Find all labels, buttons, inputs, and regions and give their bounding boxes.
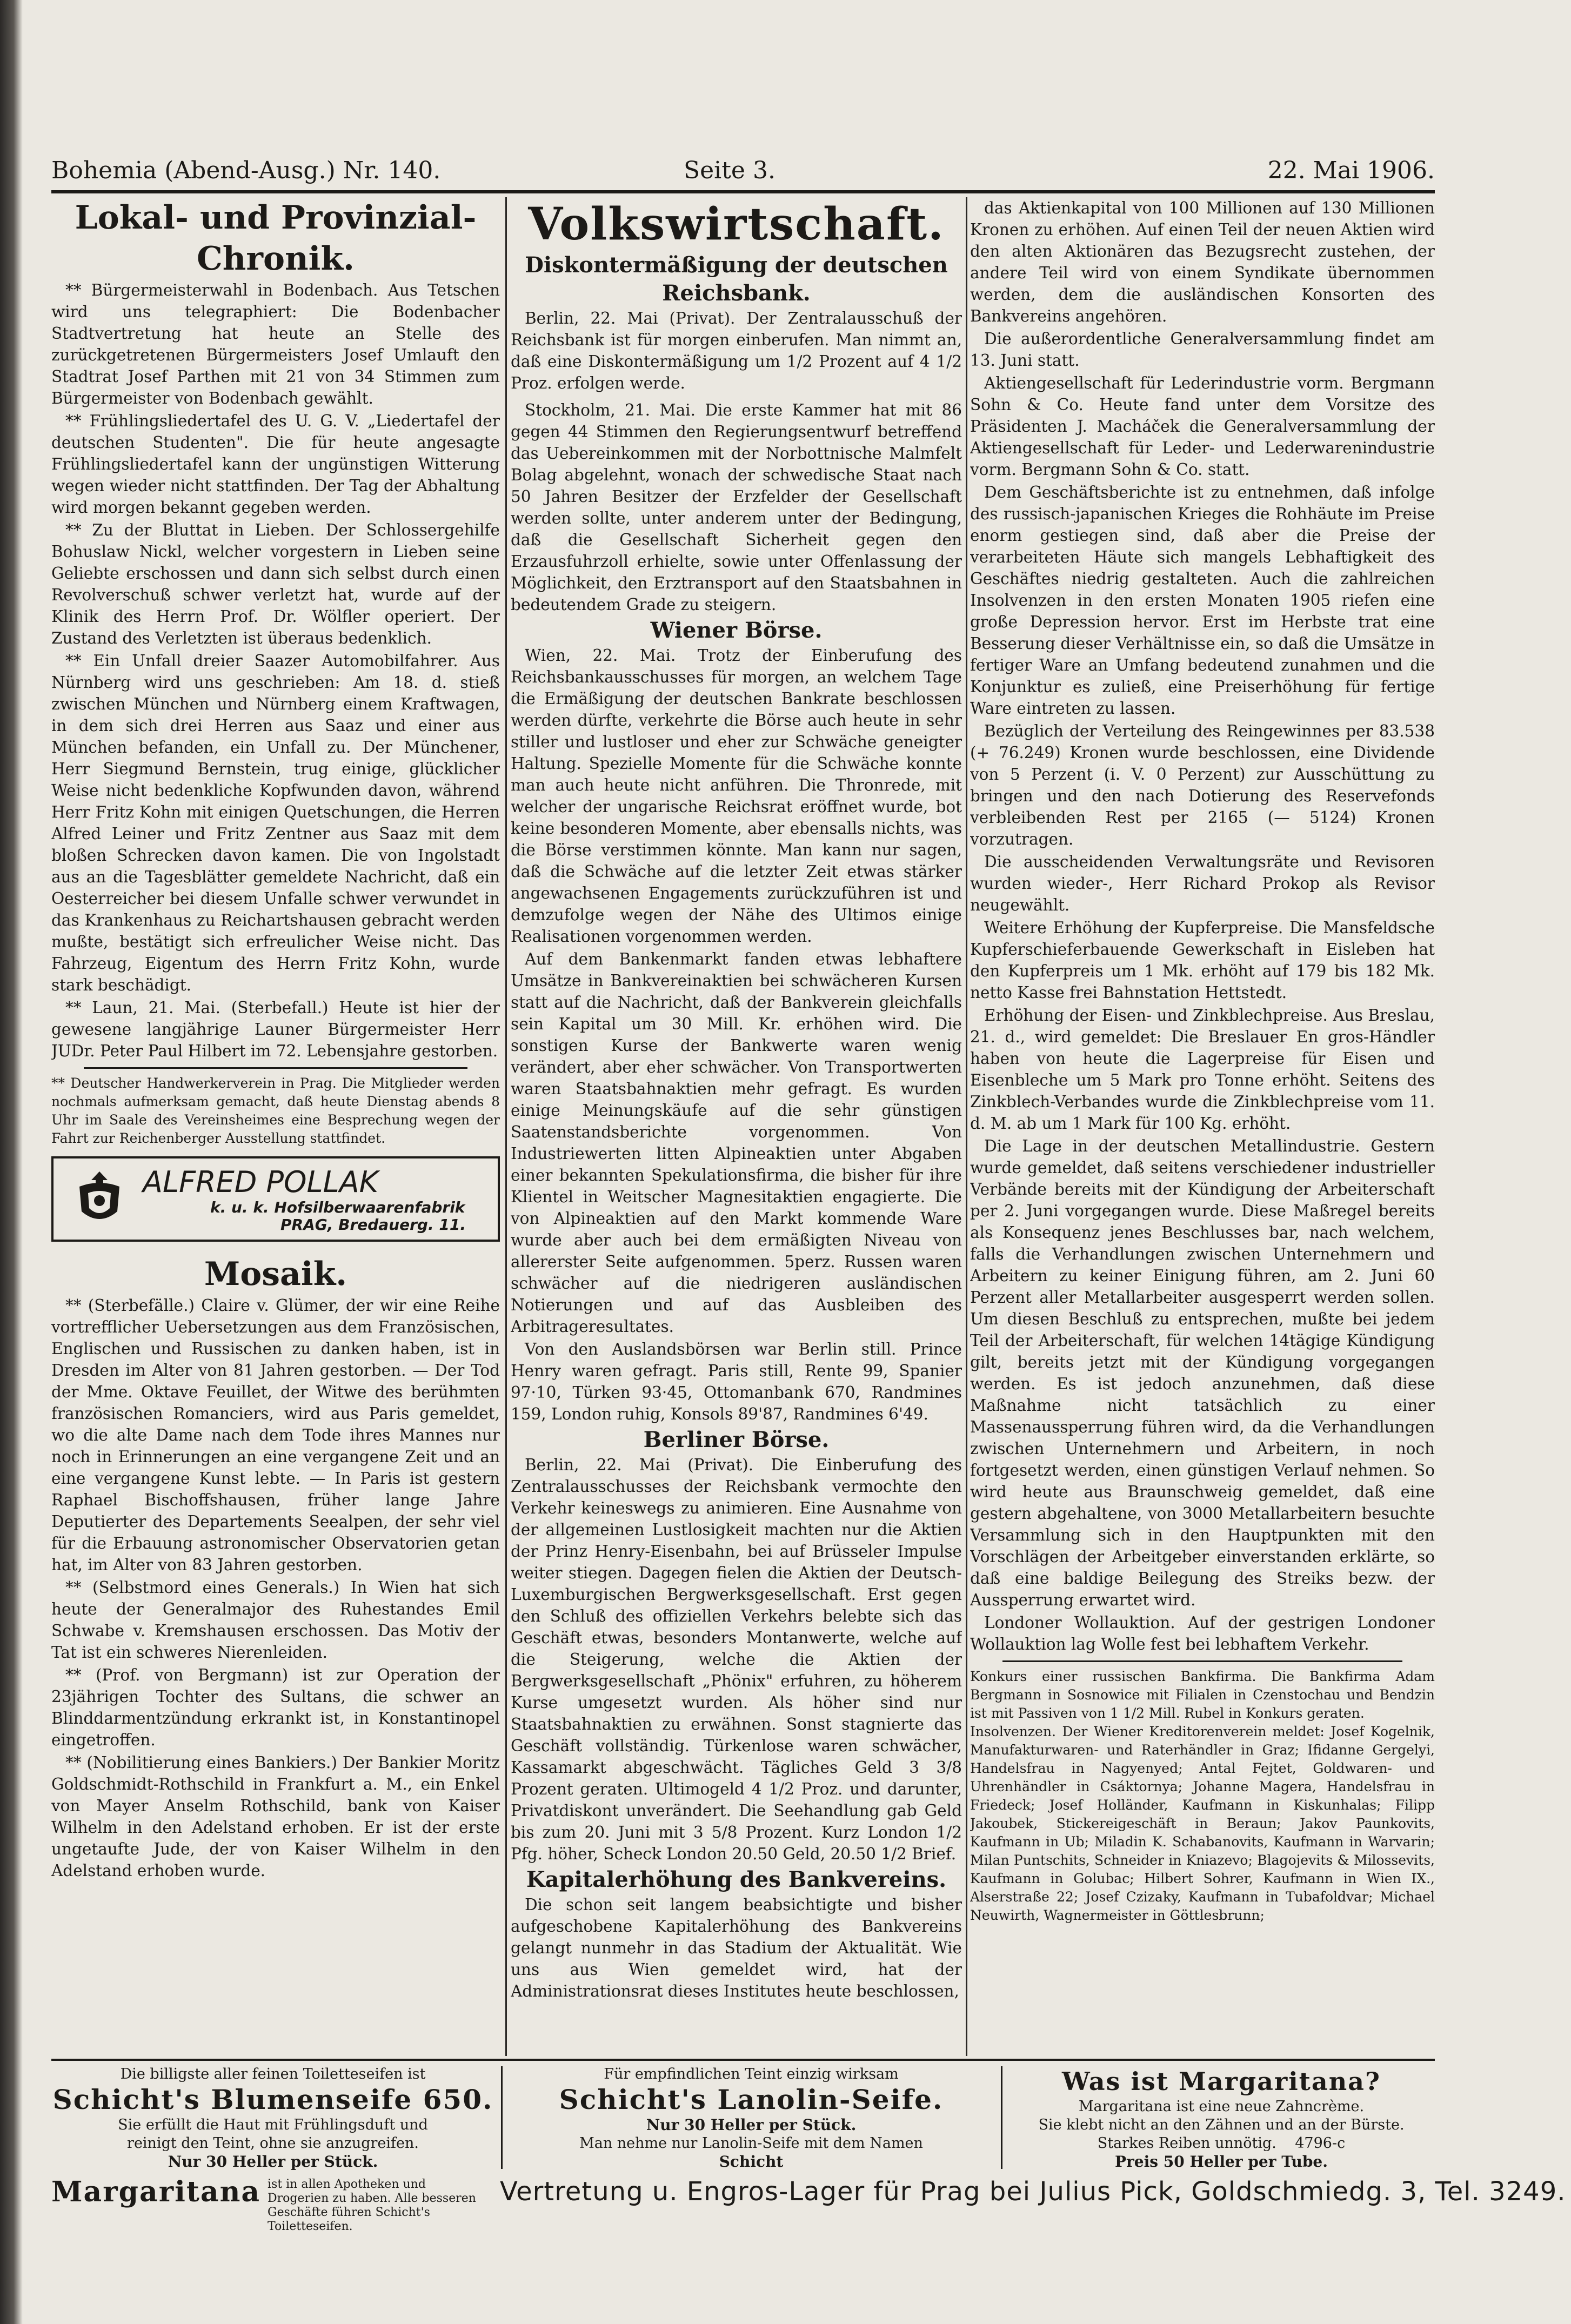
ad-headline: Schicht's Blumenseife 650. (52, 2084, 493, 2115)
advertisement-strip (51, 2059, 1566, 2233)
subhead-kapitalerhoehung: Kapitalerhöhung des Bankvereins. (526, 1867, 947, 1892)
article-paragraph: ** Laun, 21. Mai. (Sterbefall.) Heute ist hier der gewesene langjährige Launer Bürgermeister Herr JUDr. Peter Paul Hilbert im 72. Lebensjahre gestorben. (51, 999, 500, 1060)
pollak-advertisement (51, 1156, 500, 1242)
ad-text: Sie klebt nicht an den Zähnen und an der Bürste. (1038, 2117, 1405, 2133)
article-paragraph: Die Lage in der deutschen Metallindustrie. Gestern wurde gemeldet, daß seitens verschiedener industrieller Verbände bereits mit der Kündigung der Arbeiterschaft per 2. Juni vorgegangen wurde. Diese Maßregel bereits als Konsequenz jenes Beschlusses bar, nach welchem, falls die Verhandlungen zwischen Unternehmern und Arbeitern zu keiner Einigung führen, am 2. Juni 60 Perzent aller Metallarbeiter ausgesperrt werden sollen. Um diesen Beschluß zu entsprechen, mußte bei jedem Teil der Arbeiterschaft, für welchen 14tägige Kündigung gilt, bereits jetzt mit der Kündigung vorgegangen werden. Es ist jedoch anzunehmen, daß diese Maßnahme nicht tatsächlich zu einer Massenaussperrung führen wird, da die Verhandlungen zwischen Unternehmern und Arbeitern, in noch fortgesetzt werden, einen günstigen Verlauf nehmen. So wird heute aus Braunschweig gemeldet, daß eine gestern abgehaltene, von 3000 Metallarbeitern besuchte Versammlung sich in den Hauptpunkten mit den Vorschlägen der Arbeitgeber einverstanden erklärte, so daß eine baldige Beilegung des Streiks bezw. der Aussperrung erwartet wird. (970, 1137, 1435, 1609)
column-rule (966, 197, 967, 2056)
article-paragraph: Bezüglich der Verteilung des Reingewinnes per 83.538 (+ 76.249) Kronen wurde beschlossen, eine Dividende von 5 Perzent (i. V. 0 Perzent) zur Ausschüttung zu bringen und den nach Dotierung des Reservefonds verbleibenden Rest per 2165 (— 5124) Kronen vorzutragen. (970, 722, 1435, 848)
header-page-number: Seite 3. (684, 157, 776, 184)
ad-note: Starkes Reiben unnötig. (1097, 2135, 1276, 2152)
divider (84, 1067, 467, 1069)
article-paragraph: ** (Prof. von Bergmann) ist zur Operation der 23jährigen Tochter des Sultans, die schwer an Blinddarmentzündung erkrankt ist, in Konstantinopel eingetroffen. (51, 1666, 500, 1749)
subhead-berliner-boerse: Berliner Börse. (643, 1427, 830, 1452)
article-paragraph: Weitere Erhöhung der Kupferpreise. Die Mansfeldsche Kupferschieferbauende Gewerkschaft in Eisleben hat den Kupferpreis um 1 Mk. erhöht auf 179 bis 182 Mk. netto Kasse frei Bahnstation Hettstedt. (970, 919, 1435, 1002)
section-title-volkswirtschaft: Volkswirtschaft. (528, 198, 945, 250)
article-paragraph: ** Zu der Bluttat in Lieben. Der Schlossergehilfe Bohuslaw Nickl, welcher vorgestern in Lieben seine Geliebte erschossen und dann sich selbst durch einen Revolverschuß schwer verletzt hat, wurde auf der Klinik des Herrn Prof. Dr. Wölfler operiert. Der Zustand des Verletzten ist überaus bedenklich. (51, 521, 500, 647)
divider (1002, 1660, 1402, 1662)
article-paragraph: ** (Nobilitierung eines Bankiers.) Der Bankier Moritz Goldschmidt-Rothschild in Frankfurt a. M., ein Enkel von Mayer Anselm Rothschild, bank von Kaiser Wilhelm in den Adelstand erhoben. Er ist der erste ungetaufte Jude, der von Kaiser Wilhelm in den Adelstand erhoben wurde. (51, 1753, 500, 1880)
article-paragraph: Stockholm, 21. Mai. Die erste Kammer hat mit 86 gegen 44 Stimmen den Regierungsentwurf betreffend das Uebereinkommen mit der Norbottnische Malmfelt Bolag abgelehnt, wonach der schwedische Staat nach 50 Jahren Besitzer der Erzfelder der Gesellschaft werden sollte, unter anderem unter der Bedingung, daß die Gesellschaft Sicherheit gegen den Erzausfuhrzoll erhielte, sowie unter Offenlassung der Möglichkeit, den Erztransport auf den Staatsbahnen in bedeutendem Grade zu steigern. (511, 401, 962, 614)
notice-paragraph: Konkurs einer russischen Bankfirma. Die Bankfirma Adam Bergmann in Sosnowice mit Filialen in Czenstochau und Bendzin ist mit Passiven von 1 1/2 Mill. Rubel in Konkurs geraten. (970, 1669, 1435, 1721)
article-paragraph: Von den Auslandsbörsen war Berlin still. Prince Henry waren gefragt. Paris still, Rente 99, Spanier 97·10, Türken 93·45, Ottomanbank 670, Randmines 159, London ruhig, Konsols 89'87, Randmines 6'49. (511, 1340, 962, 1423)
availability-note: ist in allen Apotheken und Drogerien zu haben. Alle besseren Geschäfte führen Schicht's Toiletteseifen. (268, 2178, 476, 2233)
column-2 (511, 197, 962, 2056)
page-header (51, 157, 1435, 189)
advertiser-name: ALFRED POLLAK (143, 1165, 379, 1199)
article-paragraph: ** Frühlingsliedertafel des U. G. V. „Liedertafel der deutschen Studenten". Die für heute angesagte Frühlingsliedertafel kann der ungünstigen Witterung wegen wieder nicht stattfinden. Der Tag der Abhaltung wird morgen bekannt gegeben werden. (51, 412, 500, 517)
section-title-mosaik: Mosaik. (204, 1255, 347, 1293)
ad-price: Nur 30 Heller per Stück. (646, 2116, 857, 2134)
blumenseife-ad (51, 2065, 494, 2171)
ad-headline: Schicht's Lanolin-Seife. (559, 2084, 944, 2115)
ad-text: Sie erfüllt die Haut mit Frühlingsduft und (118, 2117, 428, 2133)
article-paragraph: Die ausscheidenden Verwaltungsräte und Revisoren wurden wieder-, Herr Richard Prokop als Revisor neugewählt. (970, 853, 1435, 914)
article-paragraph: das Aktienkapital von 100 Millionen auf 130 Millionen Kronen zu erhöhen. Auf einen Teil der neuen Aktien wird den alten Aktionären das Bezugsrecht zustehen, der andere Teil wird von einem Syndikate übernommen werden, dem die ausländischen Konsorten des Bankvereins angehören. (970, 199, 1435, 325)
article-paragraph: Berlin, 22. Mai (Privat). Der Zentralausschuß der Reichsbank ist für morgen einberufen. Man nimmt an, daß eine Diskontermäßigung um 1/2 Prozent auf 4 1/2 Proz. erfolgen werde. (511, 309, 962, 392)
article-paragraph: Die außerordentliche Generalversammlung findet am 13. Juni statt. (970, 330, 1435, 370)
header-edition: Bohemia (Abend-Ausg.) Nr. 140. (51, 157, 441, 184)
ad-price: Preis 50 Heller per Tube. (1115, 2153, 1328, 2171)
article-paragraph: Wien, 22. Mai. Trotz der Einberufung des Reichsbankausschusses für morgen, an welchem Tage die Ermäßigung der deutschen Bankrate beschlossen werden dürfte, verkehrte die Börse auch heute in sehr stiller und lustloser und eher zur Schwäche geneigter Haltung. Spezielle Momente für die Schwäche konnte man auch heute nicht anführen. Die Thronrede, mit welcher der ungarische Reichsrat eröffnet wurde, bot keine besonderen Momente, aber ebensalls nichts, was die Börse verstimmen könnte. Man kann nur sagen, daß die Schwäche auf die letzter Zeit etwas stärker angewachsenen Engagements zurückzuführen ist und demzufolge wegen der Nähe des Ultimos einige Realisationen vorgenommen werden. (511, 646, 962, 946)
lanolin-seife-ad (508, 2065, 994, 2171)
ad-price: Nur 30 Heller per Stück. (168, 2153, 378, 2171)
article-paragraph: Dem Geschäftsberichte ist zu entnehmen, daß infolge des russisch-japanischen Krieges die Rohhäute im Preise enorm gestiegen sind, daß aber die Preise der verarbeiteten Häute sich mangels Lebhaftigkeit des Geschäftes niedrig gestalteten. Auch die zahlreichen Insolvenzen in den ersten Monaten 1905 riefen eine große Depression hervor. Erst im Herbste trat eine Besserung dieser Verhältnisse ein, so daß die Umsätze in fertiger Ware an Umfang bedeutend zunahmen und die Konjunktur es zuließ, eine Preiserhöhung für fertige Ware eintreten zu lassen. (970, 483, 1435, 718)
article-paragraph: ** (Sterbefälle.) Claire v. Glümer, der wir eine Reihe vortrefflicher Uebersetzungen aus dem Französischen, Englischen und Russischen zu danken haben, ist in Dresden im Alter von 81 Jahren gestorben. — Der Tod der Mme. Oktave Feuillet, der Witwe des berühmten französischen Romanciers, wird aus Paris gemeldet, wo die alte Dame nach dem Tode ihres Mannes nur noch in Erinnerungen an eine vergangene Zeit und an eine vergangene Kunst lebte. — In Paris ist gestern Raphael Bischoffshausen, früher lange Jahre Deputierter des Departements Seealpen, der sehr viel für die Erbauung astronomischer Observatorien getan hat, im Alter von 83 Jahren gestorben. (51, 1296, 500, 1574)
section-title-lokal: Lokal- und Provinzial-Chronik. (75, 199, 477, 278)
ad-code: 4796-c (1295, 2135, 1346, 2152)
article-paragraph: ** (Selbstmord eines Generals.) In Wien hat sich heute der Generalmajor des Ruhestandes Emil Schwabe v. Kremshausen erschossen. Das Motiv der Tat ist ein schweres Nierenleiden. (51, 1578, 500, 1662)
article-paragraph: Londoner Wollauktion. Auf der gestrigen Londoner Wollauktion lag Wolle fest bei lebhaftem Verkehr. (970, 1613, 1435, 1653)
ad-separator (501, 2066, 503, 2169)
club-notice: ** Deutscher Handwerkerverein in Prag. Die Mitglieder werden nochmals aufmerksam gemacht, daß heute Dienstag abends 8 Uhr im Saale des Vereinsheimes eine Besprechung wegen der Fahrt zur Reichenberger Ausstellung stattfindet. (51, 1075, 500, 1146)
advertiser-trade: k. u. k. Hofsilberwaarenfabrik (210, 1198, 465, 1216)
ad-text (1008, 2134, 1435, 2153)
subhead-wiener-boerse: Wiener Börse. (650, 618, 823, 643)
column-1 (51, 197, 500, 2056)
page-gutter (0, 0, 23, 2324)
article-paragraph: Erhöhung der Eisen- und Zinkblechpreise. Aus Breslau, 21. d., wird gemeldet: Die Breslauer En gros-Händler haben von heute die Lagerpreise für Eisen und Eisenbleche um 5 Mark pro Tonne erhöht. Seitens des Zinkblech-Verbandes wurde die Zinkblechpreise vom 11. d. M. ab um 1 Mark für 100 Kg. erhöht. (970, 1006, 1435, 1133)
ad-text: reinigt den Teint, ohne sie anzugreifen. (127, 2135, 419, 2152)
article-paragraph: Auf dem Bankenmarkt fanden etwas lebhaftere Umsätze in Bankvereinaktien bei schwächeren Kursen statt auf die Nachricht, daß der Bankverein gleichfalls sein Kapital um 30 Mill. Kr. erhöhen wird. Die sonstigen Kurse der Bankwerte waren wenig verändert, aber eher schwächer. Von Transportwerten waren Staatsbahnaktien mehr gefragt. Es wurden einige Meinungskäufe auf die sehr günstigen Saatenstandsberichte vorgenommen. Von Industriewerten litten Alpineaktien unter Abgaben einer bekannten Spekulationsfirma, die bisher für ihre Klientel in Weitscher Magnesitaktien engagierte. Die von Alpineaktien auf den Markt kommende Ware wurde aber auch bei dem ermäßigten Niveau von allererster Seite aufgenommen. 5perz. Russen waren schwächer auf die niedrigeren ausländischen Notierungen und auf das Ausbleiben des Arbitrageresultates. (511, 950, 962, 1336)
ad-text: Man nehme nur Lanolin-Seife mit dem Namen (579, 2135, 923, 2152)
article-paragraph: Die schon seit langem beabsichtigte und bisher aufgeschobene Kapitalerhöhung des Bankvereins gelangt nunmehr in das Stadium der Aktualität. Wie uns aus Wien gemeldet wird, hat der Administrationsrat dieses Institutes heute beschlossen, (511, 1896, 962, 2000)
ad-text: Schicht (719, 2153, 784, 2171)
header-date: 22. Mai 1906. (1267, 157, 1435, 184)
ad-text: Für empfindlichen Teint einzig wirksam (604, 2066, 899, 2082)
column-3 (970, 197, 1435, 2056)
margaritana-ad (1008, 2065, 1435, 2171)
notice-paragraph: Insolvenzen. Der Wiener Kreditorenverein meldet: Josef Kogelnik, Manufakturwaren- und Raterhändler in Graz; Ifidanne Gergelyi, Handelsfrau in Nagyenyed; Antal Fejtet, Goldwaren- und Uhrenhändler in Csáktornya; Johanne Magera, Handelsfrau in Friedeck; Josef Holländer, Kaufmann in Kiskunhalas; Filipp Jakoubek, Stickereigeschäft in Beraun; Jakov Paunkovits, Kaufmann in Ub; Miladin K. Schabanovits, Kaufmann in Warvarin; Milan Puntschits, Schneider in Kniazevo; Blagojevits & Milossevits, Kaufmann in Golubac; Hilbert Sohrer, Kaufmann in Wien IX., Alserstraße 22; Josef Czizaky, Kaufmann in Tubafoldvar; Michael Neuwirth, Wagnermeister in Göttlesbrunn; (970, 1724, 1435, 1923)
subhead-diskont: Diskontermäßigung der deutschen Reichsbank. (525, 252, 948, 306)
distributor-line: Vertretung u. Engros-Lager für Prag bei Julius Pick, Goldschmiedg. 3, Tel. 3249. (500, 2176, 1566, 2207)
ad-headline: Was ist Margaritana? (1062, 2067, 1381, 2096)
article-paragraph: ** Bürgermeisterwahl in Bodenbach. Aus Tetschen wird uns telegraphiert: Die Bodenbacher Stadtvertretung hat heute an Stelle des zurückgetretenen Bürgermeisters Josef Umlauft den Stadtrat Josef Parthen mit 21 von 34 Stimmen zum Bürgermeister von Bodenbach gewählt. (51, 281, 500, 407)
article-paragraph: Berlin, 22. Mai (Privat). Die Einberufung des Zentralausschusses der Reichsbank vermochte den Verkehr keineswegs zu animieren. Eine Ausnahme von der allgemeinen Lustlosigkeit machten nur die Aktien der Prinz Henry-Eisenbahn, bei auf Brüsseler Impulse weiter stiegen. Dagegen fielen die Aktien der Deutsch-Luxemburgischen Bergwerksgesellschaft. Erst gegen den Schluß des offiziellen Verkehrs belebte sich das Geschäft etwas, besonders Montanwerte, welche auf die Steigerung, welche die Aktien der Bergwerksgesellschaft „Phönix" erfuhren, zu höherem Kurse umgesetzt wurden. Als höher sind nur Staatsbahnaktien zu erwähnen. Sonst stagnierte das Geschäft vollständig. Türkenlose waren schwächer, Kassamarkt abgeschwächt. Tägliches Geld 3 3/8 Prozent geraten. Ultimogeld 4 1/2 Proz. und darunter, Privatdiskont unverändert. Die Seehandlung gab Geld bis zum 20. Juni mit 3 5/8 Prozent. Kurz London 1/2 Pfg. höher, Scheck London 20.50 Geld, 20.50 1/2 Brief. (511, 1456, 962, 1863)
header-rule (51, 190, 1435, 193)
ad-text: Margaritana ist eine neue Zahncrème. (1078, 2098, 1365, 2115)
article-paragraph: Aktiengesellschaft für Lederindustrie vorm. Bergmann Sohn & Co. Heute fand unter dem Vorsitze des Präsidenten J. Macháček die Generalversammlung der Aktiengesellschaft für Leder- und Lederwarenindustrie vorm. Bergmann Sohn & Co. statt. (970, 374, 1435, 479)
ad-text: Die billigste aller feinen Toiletteseifen ist (120, 2066, 426, 2082)
margaritana-brand: Margaritana (51, 2175, 261, 2208)
coat-of-arms-icon (70, 1168, 129, 1229)
column-rule (505, 197, 507, 2056)
article-paragraph: ** Ein Unfall dreier Saazer Automobilfahrer. Aus Nürnberg wird uns geschrieben: Am 18. d. stieß zwischen München und Nürnberg einem Kraftwagen, in dem sich drei Herren aus Saaz und einer aus München befanden, ein Unfall zu. Der Münchener, Herr Siegmund Bernstein, trug einige, glücklicher Weise nicht bedenkliche Kopfwunden davon, während Herr Fritz Kohn mit einigen Quetschungen, die Herren Alfred Leiner und Fritz Zentner aus Saaz mit dem bloßen Schrecken davon kamen. Die von Ingolstadt aus an die Tagesblätter gemeldete Nachricht, daß ein Oesterreicher bei diesem Unfalle schwer verwundet in das Krankenhaus zu Reichartshausen gebracht werden mußte, bestätigt sich erfreulicher Weise nicht. Das Fahrzeug, Eigentum des Herrn Fritz Kohn, wurde stark beschädigt. (51, 652, 500, 994)
ad-separator (1001, 2066, 1002, 2169)
advertiser-address: PRAG, Bredauerg. 11. (280, 1216, 466, 1234)
